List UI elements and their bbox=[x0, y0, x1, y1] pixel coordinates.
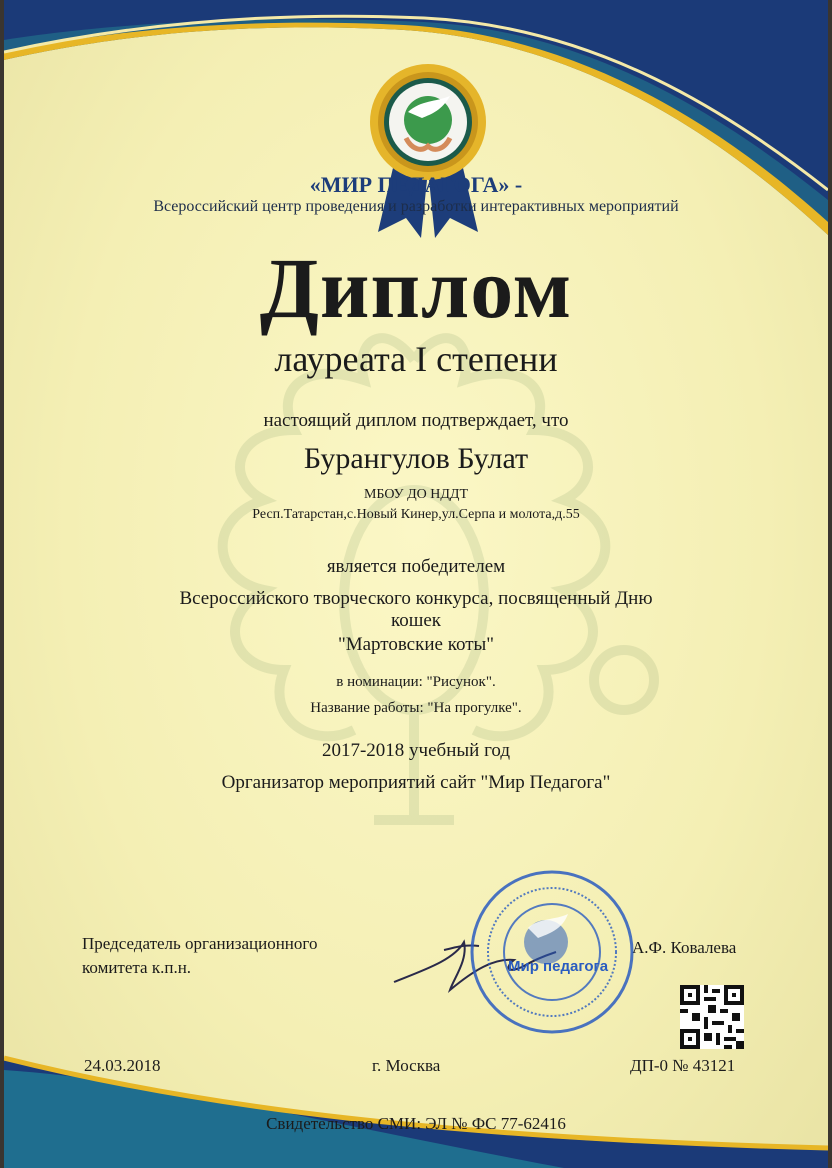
chair-title-line2: комитета к.п.н. bbox=[82, 958, 192, 977]
chair-title-line1: Председатель организационного bbox=[82, 934, 318, 953]
confirm-text: настоящий диплом подтверждает, что bbox=[263, 410, 569, 431]
org-name: «МИР ПЕДАГОГА» - bbox=[309, 172, 523, 197]
organizer: Организатор мероприятий сайт "Мир Педагога" bbox=[221, 772, 611, 793]
contest-line2: кошек bbox=[390, 610, 442, 631]
contest-line1: Всероссийского творческого конкурса, посвященный Дню bbox=[179, 588, 653, 609]
diploma-title: Диплом bbox=[259, 240, 573, 336]
work-title: Название работы: "На прогулке". bbox=[310, 700, 522, 716]
media-certificate: Свидетельство СМИ: ЭЛ № ФС 77-62416 bbox=[266, 1114, 566, 1133]
institution: МБОУ ДО НДДТ bbox=[363, 487, 469, 502]
document-number: ДП-0 № 43121 bbox=[630, 1056, 736, 1075]
nomination: в номинации: "Рисунок". bbox=[336, 674, 496, 690]
official-stamp bbox=[468, 868, 636, 1036]
chair-name: А.Ф. Ковалева bbox=[632, 938, 737, 957]
qr-code-icon bbox=[680, 985, 744, 1049]
diploma-subtitle: лауреата I степени bbox=[274, 339, 558, 379]
address: Респ.Татарстан,с.Новый Кинер,ул.Серпа и молота,д.55 bbox=[252, 507, 580, 522]
issue-date: 24.03.2018 bbox=[84, 1056, 161, 1075]
school-year: 2017-2018 учебный год bbox=[321, 740, 511, 761]
org-subtitle: Всероссийский центр проведения и разработки интерактивных мероприятий bbox=[153, 198, 679, 215]
recipient-name: Бурангулов Булат bbox=[303, 442, 529, 475]
stamp-label: Мир педагога bbox=[508, 958, 609, 975]
issue-city: г. Москва bbox=[372, 1056, 441, 1075]
contest-name: "Мартовские коты" bbox=[337, 634, 495, 655]
winner-text: является победителем bbox=[326, 556, 506, 577]
diploma-sheet bbox=[4, 0, 828, 1168]
